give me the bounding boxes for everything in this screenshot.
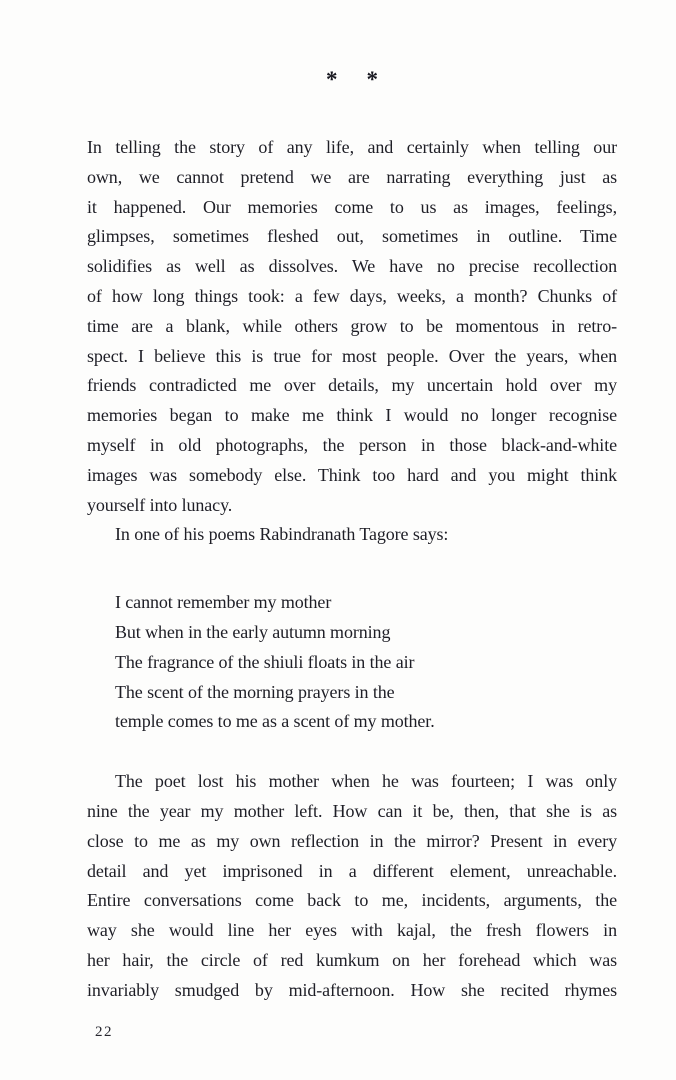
text-line: her hair, the circle of red kumkum on her forehead which was	[87, 949, 617, 970]
paragraph	[87, 133, 617, 520]
text-line: yourself into lunacy.	[87, 494, 233, 515]
poem-line: The scent of the morning prayers in the	[115, 681, 395, 702]
text-line: spect. I believe this is true for most people. Over the years, when	[87, 345, 617, 366]
text-line: In telling the story of any life, and certainly when telling our	[87, 137, 617, 157]
text-line: solidifies as well as dissolves. We have no precise recollection	[87, 256, 617, 277]
text-line: way she would line her eyes with kajal, the fresh flowers in	[87, 920, 617, 941]
paragraph	[87, 520, 617, 550]
text-line: time are a blank, while others grow to be momentous in retro-	[87, 315, 617, 336]
poem-line: But when in the early autumn morning	[115, 621, 391, 642]
text-line: glimpses, sometimes fleshed out, sometimes in outline. Time	[87, 226, 617, 247]
text-line: Entire conversations come back to me, incidents, arguments, the	[87, 890, 617, 911]
poem-line: The fragrance of the shiuli floats in the air	[115, 651, 415, 672]
text-line: of how long things took: a few days, weeks, a month? Chunks of	[87, 285, 617, 306]
text-block	[87, 133, 617, 1006]
section-break	[87, 67, 617, 92]
text-line: nine the year my mother left. How can it be, then, that she is as	[87, 800, 617, 821]
poem-line: I cannot remember my mother	[115, 592, 332, 613]
poem-line: temple comes to me as a scent of my mother.	[115, 711, 435, 732]
text-line: friends contradicted me over details, my uncertain hold over my	[87, 375, 617, 396]
text-line: In one of his poems Rabindranath Tagore says:	[115, 524, 449, 545]
text-line: invariably smudged by mid-afternoon. How she recited rhymes	[87, 979, 617, 1000]
poem-block	[87, 588, 617, 737]
page-number: 22	[95, 1024, 113, 1040]
text-line: it happened. Our memories come to us as images, feelings,	[87, 196, 617, 217]
text-line: images was somebody else. Think too hard and you might think	[87, 464, 617, 485]
asterisk-icon: *	[366, 67, 378, 92]
text-line: detail and yet imprisoned in a different element, unreachable.	[87, 860, 617, 881]
text-line: The poet lost his mother when he was fourteen; I was only	[115, 771, 617, 792]
text-line: myself in old photographs, the person in those black-and-white	[87, 434, 617, 455]
text-line: own, we cannot pretend we are narrating everything just as	[87, 166, 617, 187]
text-line: memories began to make me think I would no longer recognise	[87, 405, 617, 426]
text-line: close to me as my own reflection in the mirror? Present in every	[87, 830, 617, 851]
paragraph	[87, 767, 617, 1005]
asterisk-icon: *	[326, 67, 338, 92]
